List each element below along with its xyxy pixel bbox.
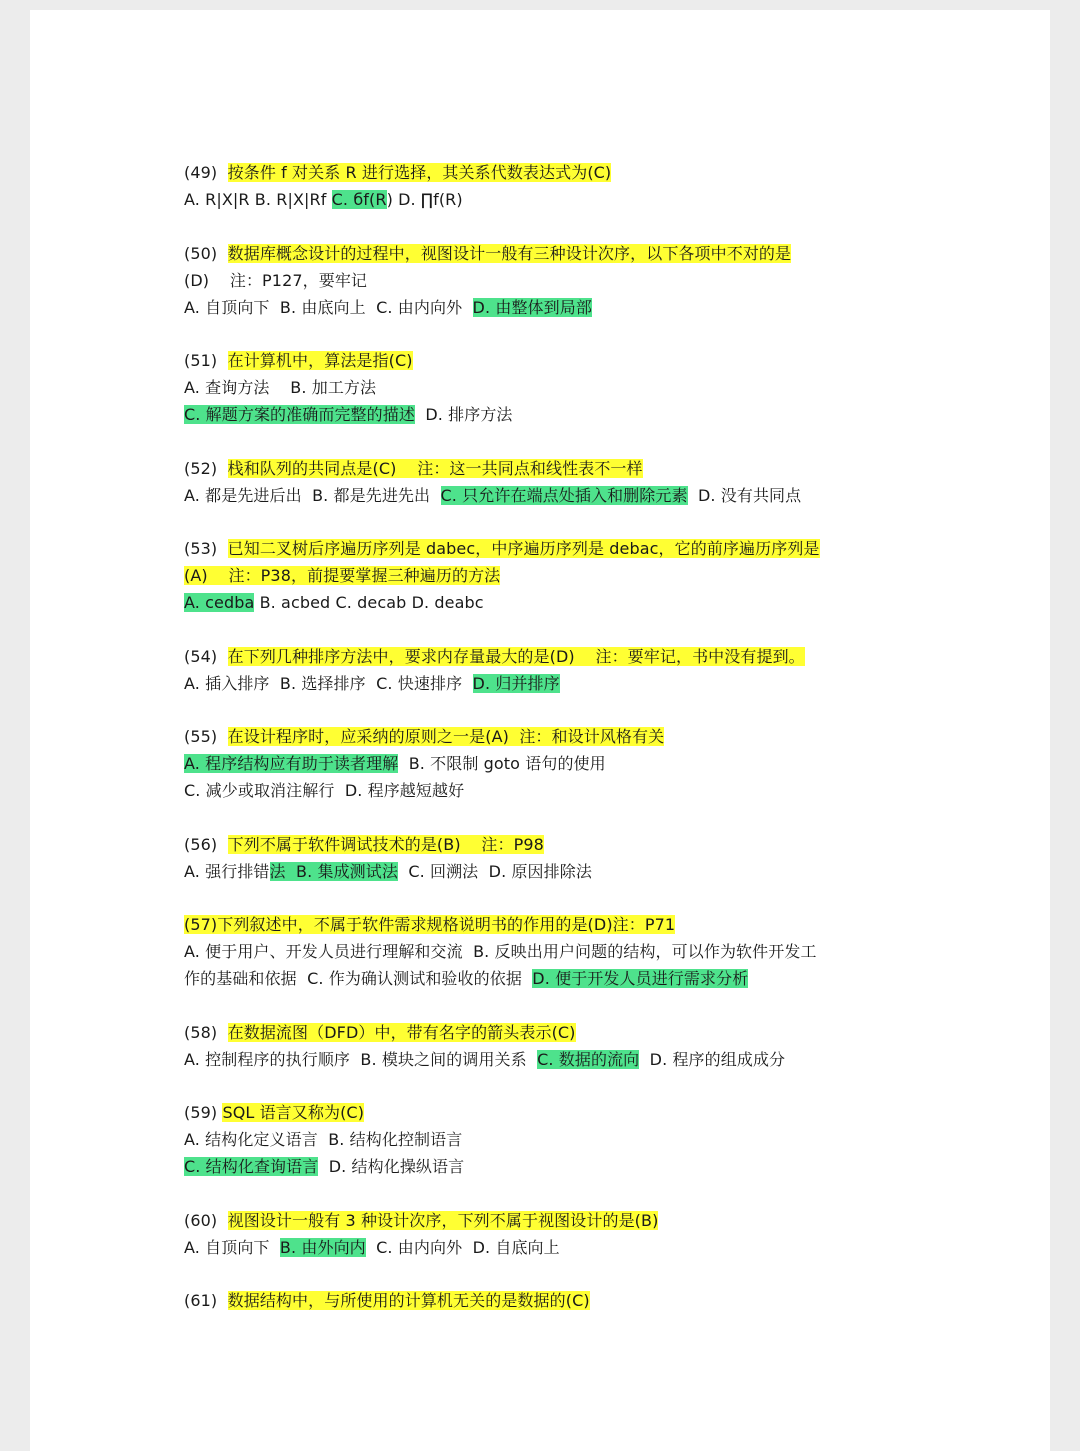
question-option-line [184,186,904,213]
question-block [184,240,904,321]
question-option-line [184,858,904,885]
highlight-answer: 法 B. 集成测试法 [269,861,398,881]
text-segment: A. 强行排错 [184,861,270,881]
question-block [184,347,904,428]
highlight-yellow: (A) 注：P38，前提要掌握三种遍历的方法 [184,566,501,585]
text-segment: (53) [184,539,228,558]
text-segment: A. 控制程序的执行顺序 B. 模块之间的调用关系 [184,1049,538,1069]
question-option-line [184,374,904,401]
question-option-line [184,750,904,777]
text-segment: (55) [184,727,228,746]
question-text [184,1287,904,1314]
text-segment: (54) [184,646,228,666]
highlight-answer: D. 由整体到局部 [472,297,592,317]
text-segment: C. 由内向外 D. 自底向上 [365,1237,560,1257]
question-block [184,723,904,804]
text-segment: C. 回溯法 D. 原因排除法 [397,861,592,881]
question-text [184,643,904,670]
question-text [184,347,904,374]
question-option-line [184,401,904,428]
question-block [184,911,904,992]
question-block [184,1099,904,1180]
text-segment: (56) [184,834,228,854]
text-segment: D. 没有共同点 [687,485,802,505]
highlight-yellow: 数据结构中，与所使用的计算机无关的是数据的(C) [227,1291,590,1310]
text-segment: A. 都是先进后出 B. 都是先进先出 [184,485,441,505]
highlight-yellow: (57) [184,915,218,934]
text-segment: (50) [184,243,228,263]
question-text [184,831,904,858]
question-option-line [184,589,904,616]
text-segment: (52) [184,458,228,478]
question-option-line [184,1046,904,1073]
text-segment: A. 自顶向下 [184,1237,280,1257]
text-segment: A. 结构化定义语言 B. 结构化控制语言 [184,1130,463,1149]
highlight-yellow: 在设计程序时，应采纳的原则之一是(A) 注：和设计风格有关 [227,727,665,746]
text-segment: C. 减少或取消注解行 D. 程序越短越好 [184,781,465,800]
document-page [30,10,1050,1451]
highlight-answer: A. cedba [184,593,255,612]
text-segment: A. 自顶向下 B. 由底向上 C. 由内向外 [184,297,473,317]
text-segment: 作的基础和依据 C. 作为确认测试和验收的依据 [184,969,533,988]
question-text [184,723,904,750]
text-segment: A. 查询方法 B. 加工方法 [184,378,377,397]
question-option-line [184,267,904,294]
highlight-answer: бf(R [353,190,387,209]
text-segment: B. acbed C. decab D. deabc [254,593,484,612]
question-option-line [184,1234,904,1261]
highlight-answer: C. 数据的流向 [537,1049,640,1069]
question-text [184,455,904,482]
highlight-answer: C. [331,190,354,209]
text-segment: (60) [184,1210,228,1230]
question-text [184,535,904,562]
highlight-answer: D. 便于开发人员进行需求分析 [532,969,749,988]
highlight-yellow: 已知二叉树后序遍历序列是 dabec，中序遍历序列是 debac，它的前序遍历序列是 [227,539,820,558]
question-text [184,911,904,938]
highlight-answer: C. 只允许在端点处插入和删除元素 [440,485,688,505]
text-segment: (D) 注：P127，要牢记 [184,270,368,290]
question-option-line [184,482,904,509]
question-text [184,1207,904,1234]
text-segment: D. 结构化操纵语言 [318,1157,465,1176]
text-segment: B. 不限制 goto 语句的使用 [398,754,606,773]
question-option-line [184,1153,904,1180]
question-list [184,159,904,1341]
highlight-answer: B. 由外向内 [279,1237,366,1257]
question-option-line [184,777,904,804]
question-block [184,1207,904,1261]
highlight-yellow: 下列不属于软件调试技术的是(B) 注：P98 [227,834,544,854]
question-block [184,159,904,213]
text-segment: (59) [184,1103,223,1122]
question-option-line [184,670,904,697]
highlight-yellow: 在数据流图（DFD）中，带有名字的箭头表示(C) [227,1022,576,1042]
highlight-answer: C. 解题方案的准确而完整的描述 [184,405,415,424]
question-block [184,455,904,509]
question-text [184,1019,904,1046]
question-option-line [184,938,904,965]
question-block [184,1019,904,1073]
question-text [184,159,904,186]
highlight-yellow: 在计算机中，算法是指(C) [227,351,413,370]
text-segment: A. 便于用户、开发人员进行理解和交流 B. 反映出用户问题的结构，可以作为软件开发工 [184,942,817,961]
text-segment: D. 排序方法 [414,405,513,424]
highlight-answer: C. 结构化查询语言 [184,1157,319,1176]
question-text [184,1099,904,1126]
highlight-yellow: 视图设计一般有 3 种设计次序，下列不属于视图设计的是(B) [227,1210,659,1230]
question-option-line [184,294,904,321]
question-option-line [184,1126,904,1153]
highlight-answer: D. 归并排序 [472,673,560,693]
highlight-yellow: SQL 语言又称为(C) [222,1103,365,1122]
highlight-yellow: 下列叙述中，不属于软件需求规格说明书的作用的是(D)注：P71 [217,915,676,934]
question-option-line [184,965,904,992]
text-segment: A. 插入排序 B. 选择排序 C. 快速排序 [184,673,473,693]
highlight-yellow: 按条件 f 对关系 R 进行选择，其关系代数表达式为(C) [227,163,612,182]
text-segment: D. 程序的组成成分 [639,1049,786,1069]
text-segment: ) D. ∏f(R) [386,190,463,209]
text-segment: (58) [184,1022,228,1042]
text-segment: (51) [184,351,228,370]
question-block [184,535,904,616]
question-block [184,643,904,697]
question-option-line [184,562,904,589]
highlight-answer: A. 程序结构应有助于读者理解 [184,754,399,773]
text-segment: (49) [184,163,228,182]
question-block [184,831,904,885]
highlight-yellow: 栈和队列的共同点是(C) 注：这一共同点和线性表不一样 [227,458,643,478]
text-segment: A. R|X|R B. R|X|Rf [184,190,332,209]
text-segment: (61) [184,1291,228,1310]
question-block [184,1287,904,1314]
question-text [184,240,904,267]
highlight-yellow: 数据库概念设计的过程中，视图设计一般有三种设计次序，以下各项中不对的是 [227,243,792,263]
highlight-yellow: 在下列几种排序方法中，要求内存量最大的是(D) 注：要牢记，书中没有提到。 [227,646,805,666]
